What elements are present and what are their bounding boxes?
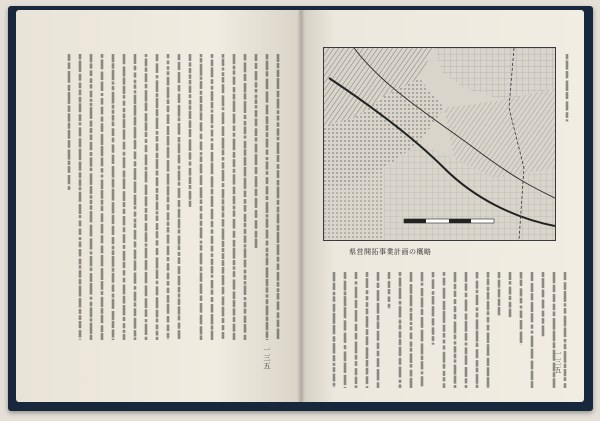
left-page-number: 一三五 [263,346,271,370]
map-drawing [324,48,555,240]
right-page [301,10,584,402]
left-page [16,10,301,402]
map-caption: 県営開拓事業計画の概略 [349,248,432,256]
map-figure [323,47,556,241]
left-page-text-columns [16,10,301,402]
right-page-number: 一三五 [554,350,562,374]
book-gutter [297,10,305,402]
